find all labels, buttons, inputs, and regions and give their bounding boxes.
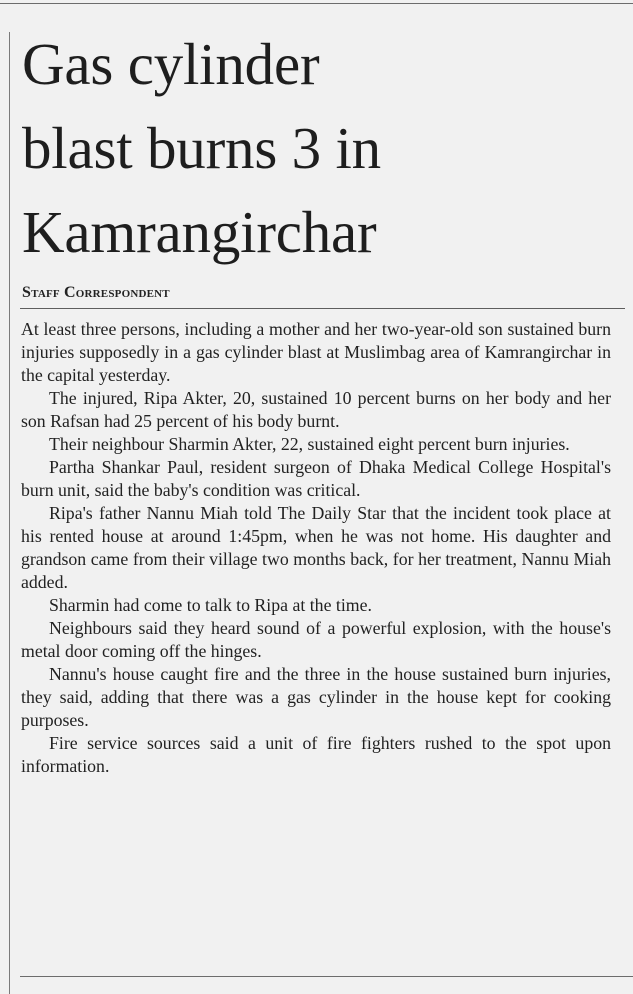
byline: Staff Correspondent [22,284,170,301]
headline-line: Kamrangirchar [22,199,377,265]
article-body [21,318,611,778]
article-paragraph: The injured, Ripa Akter, 20, sustained 10 percent burns on her body and her son Rafsan had 25 percent of his body burnt. [21,388,611,431]
article-paragraph: At least three persons, including a mother and her two-year-old son sustained burn injuries supposedly in a gas cylinder blast at Muslimbag area of Kamrangirchar in the capital yesterday. [21,319,611,385]
article-paragraph: Nannu's house caught fire and the three in the house sustained burn injuries, they said, adding that there was a gas cylinder in the house kept for cooking purposes. [21,664,611,730]
article-paragraph: Fire service sources said a unit of fire fighters rushed to the spot upon information. [21,733,611,776]
article-paragraph: Their neighbour Sharmin Akter, 22, sustained eight percent burn injuries. [49,434,570,454]
article-paragraph: Ripa's father Nannu Miah told The Daily Star that the incident took place at his rented house at around 1:45pm, when he was not home. His daughter and grandson came from their village two months back, for her treatment, Nannu Miah added. [21,503,611,592]
article-paragraph: Neighbours said they heard sound of a powerful explosion, with the house's metal door coming off the hinges. [21,618,611,661]
article-paragraph: Sharmin had come to talk to Ripa at the time. [49,595,372,615]
byline-divider [20,308,625,309]
headline-line: blast burns 3 in [22,115,381,181]
top-column-rule [0,3,633,4]
headline-line: Gas cylinder [22,31,320,97]
bottom-column-rule [20,976,633,977]
left-column-rule [9,32,10,994]
article-paragraph: Partha Shankar Paul, resident surgeon of Dhaka Medical College Hospital's burn unit, said the baby's condition was critical. [21,457,611,500]
headline [22,22,622,274]
